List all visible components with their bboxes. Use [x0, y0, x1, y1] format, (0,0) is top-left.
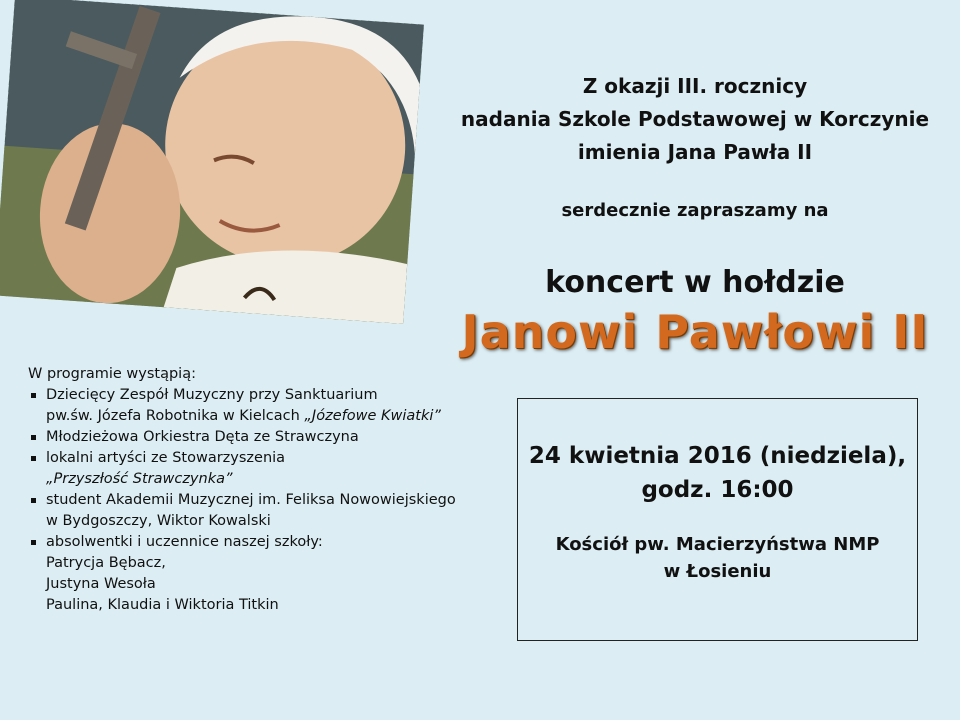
- event-place: [518, 531, 917, 585]
- event-time: godz. 16:00: [641, 477, 794, 503]
- invite-text: serdecznie zapraszamy na: [561, 200, 829, 221]
- portrait-photo: [0, 0, 424, 324]
- program-heading: W programie wystąpią:: [28, 366, 196, 382]
- intro-line-1: Z okazji III. rocznicy: [582, 74, 808, 98]
- program-item: [28, 427, 508, 448]
- program-list: [28, 385, 508, 616]
- concert-title: koncert w hołdzie: [545, 265, 845, 300]
- program-item: [28, 532, 508, 616]
- program-item-line: Dziecięcy Zespół Muzyczny przy Sanktuarium: [46, 387, 378, 403]
- honoree-title: Janowi Pawłowi II: [461, 305, 929, 359]
- program-item: [28, 385, 508, 427]
- portrait-icon: [0, 0, 424, 324]
- event-place-line-2: w Łosieniu: [663, 561, 772, 582]
- event-info-box: [517, 398, 918, 641]
- intro-line-2: nadania Szkole Podstawowej w Korczynie: [460, 107, 930, 131]
- student-name: Paulina, Klaudia i Wiktoria Titkin: [46, 597, 279, 613]
- student-name: Patrycja Bębacz,: [46, 555, 166, 571]
- intro-text: [440, 70, 950, 169]
- program-item-line: w Bydgoszczy, Wiktor Kowalski: [46, 513, 271, 529]
- program-item: [28, 448, 508, 490]
- program-item-italic: „Przyszłość Strawczynka”: [46, 471, 233, 487]
- program-item-line: Młodzieżowa Orkiestra Dęta ze Strawczyna: [46, 429, 359, 445]
- program-item-line: pw.św. Józefa Robotnika w Kielcach: [46, 408, 305, 424]
- student-name: Justyna Wesoła: [46, 576, 156, 592]
- event-date: 24 kwietnia 2016 (niedziela),: [528, 443, 907, 469]
- program-item-continuation: [46, 406, 508, 427]
- program-item-line: student Akademii Muzycznej im. Feliksa Nowowiejskiego: [46, 492, 456, 508]
- program-section: [28, 364, 508, 616]
- program-item-line: absolwentki i uczennice naszej szkoły:: [46, 534, 323, 550]
- event-date-time: [518, 439, 917, 507]
- program-item-italic: „Józefowe Kwiatki”: [304, 408, 441, 424]
- program-item-line: lokalni artyści ze Stowarzyszenia: [46, 450, 286, 466]
- event-place-line-1: Kościół pw. Macierzyństwa NMP: [555, 534, 880, 555]
- intro-line-3: imienia Jana Pawła II: [577, 140, 813, 164]
- program-item: [28, 490, 508, 532]
